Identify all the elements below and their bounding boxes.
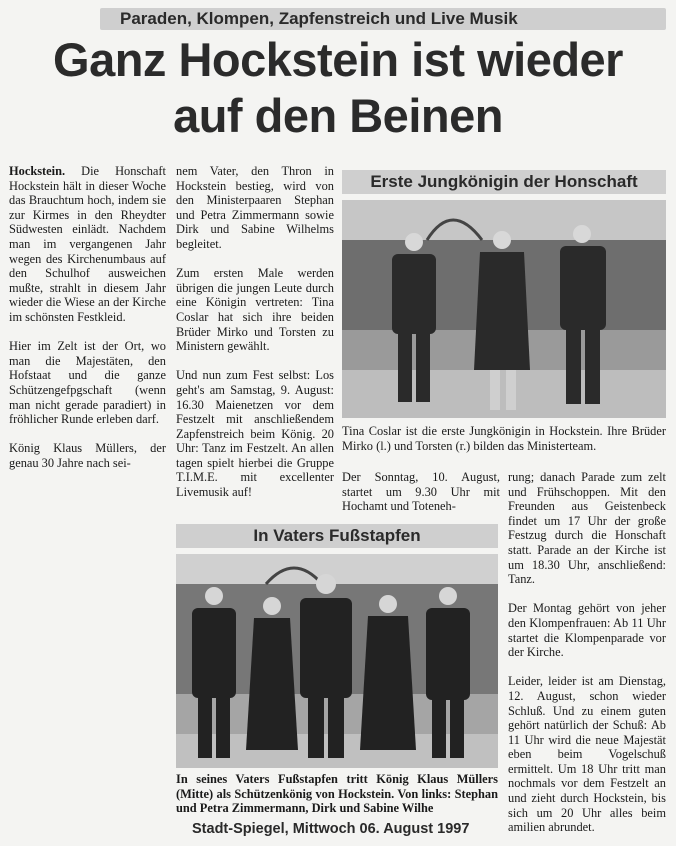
article-column-4 — [508, 470, 666, 835]
kicker-banner: Paraden, Klompen, Zapfenstreich und Live Musik — [100, 8, 666, 30]
col1-paragraph-1: Die Honschaft Hockstein hält in dieser Woche das Brauchtum hoch, indem sie zur Kirmes in den Rheydter Südwesten einlädt. Nachdem man im vergangenen Jahr wegen des Kirchenumbaus auf den Schulhof ausweichen mußte, strahlt in diesem Jahr wieder die Wiese an der Kirche im schönsten Festkleid. — [9, 164, 166, 324]
col1-paragraph-2: Hier im Zelt ist der Ort, wo man die Majestäten, den Hofstaat und die ganze Schützengefpgschaft (wenn man nicht gerade paradiert) in fröhlicher Runde erleben darf. — [9, 339, 166, 427]
footer-publication-line: Stadt-Spiegel, Mittwoch 06. August 1997 — [192, 821, 470, 837]
headline-line-1: Ganz Hockstein ist wieder — [53, 33, 623, 86]
col4-paragraph-2: Der Montag gehört von jeher den Klompenfrauen: Ab 11 Uhr startet die Klompenparade vor der Kirche. — [508, 601, 666, 660]
photo-caption-2: In seines Vaters Fußstapfen tritt König Klaus Müllers (Mitte) als Schützenkönig von Hockstein. Von links: Stephan und Petra Zimmermann, Dirk und Sabine Wilhe — [176, 772, 498, 816]
col2-paragraph-3: Und nun zum Fest selbst: Los geht's am Samstag, 9. August: 16.30 Maienetzen vor dem Festzelt mit anschließendem Zapfenstreich beim König. 20 Uhr: Tanz im Festzelt. An allen tagen spielt hierbei die Gruppe T.I.M.E. mit excellenter Livemusik auf! — [176, 368, 334, 500]
photo-three-young-people-in-uniform — [342, 200, 666, 418]
article-column-1 — [9, 164, 166, 470]
article-column-3 — [342, 470, 500, 514]
col4-paragraph-3: Leider, leider ist am Dienstag, 12. August, schon wieder Schluß. Und zu einem guten gehört natürlich der Schuß: Ab 11 Uhr wird die neue Majestät eben beim Vogelschuß ermittelt. Um 18 Uhr tritt man nochmals vor dem Festzelt an und zieht durch Hockstein, bis sich um 20 Uhr alles beim amilien abrundet. — [508, 674, 666, 835]
headline-line-2: auf den Beinen — [173, 89, 503, 142]
col2-paragraph-1: nem Vater, den Thron in Hockstein bestieg, wird von den Ministerpaaren Stephan und Petra Zimmermann sowie Dirk und Sabine Wilhelms begleitet. — [176, 164, 334, 251]
photo-caption-1: Tina Coslar ist die erste Jungkönigin in Hockstein. Ihre Brüder Mirko (l.) und Torsten (r.) bilden das Ministerteam. — [342, 424, 666, 453]
col3-paragraph-1: Der Sonntag, 10. August, startet um 9.30 Uhr mit Hochamt und Toteneh- — [342, 470, 500, 514]
article-column-2 — [176, 164, 334, 500]
dateline: Hockstein. — [9, 164, 66, 178]
section-title-1: Erste Jungkönigin der Honschaft — [342, 170, 666, 194]
photo-2-illustration — [176, 554, 498, 768]
photo-five-people-royal-group — [176, 554, 498, 768]
photo-1-illustration — [342, 200, 666, 418]
col2-paragraph-2: Zum ersten Male werden übrigen die jungen Leute durch eine Königin vertreten: Tina Coslar hat sich ihre beiden Brüder Mirko und Torsten zu Ministern gewählt. — [176, 266, 334, 354]
col1-paragraph-3: König Klaus Müllers, der genau 30 Jahre nach sei- — [9, 441, 166, 470]
col4-paragraph-1: rung; danach Parade zum zelt und Frühschoppen. Mit den Freunden aus Geistenbeck findet um 17 Uhr der große Festzug durch die Honschaft statt. Parade an der Kirche ist um 18.30 Uhr, anschließend: Tanz. — [508, 470, 666, 587]
section-title-2: In Vaters Fußstapfen — [176, 524, 498, 548]
